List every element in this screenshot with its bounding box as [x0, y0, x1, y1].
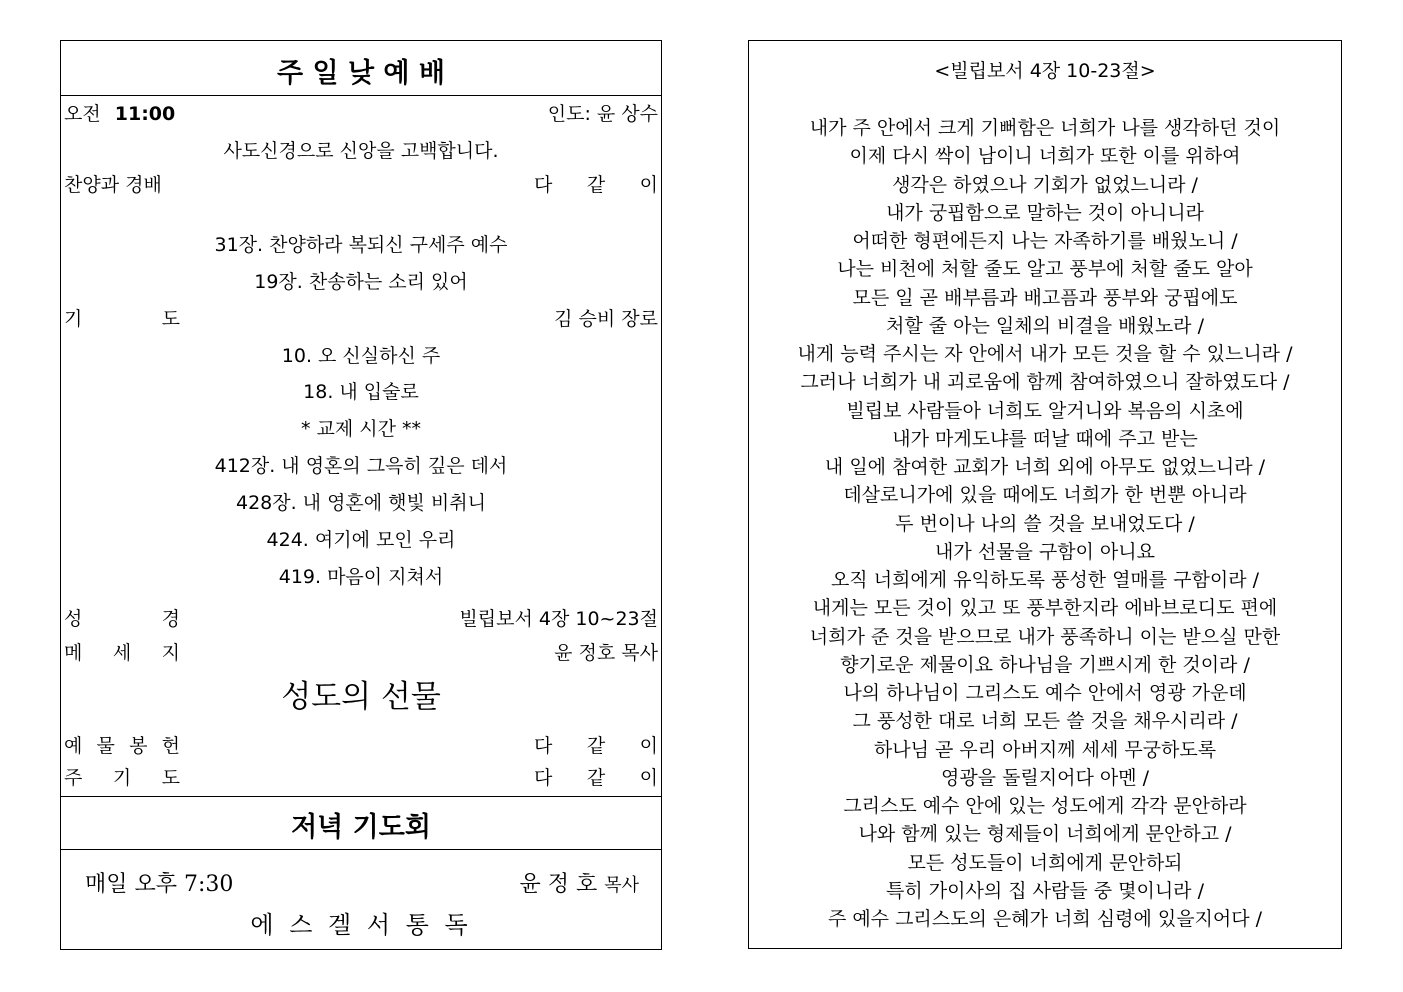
verse-line: 빌립보 사람들아 너희도 알거니와 복음의 시초에 [846, 399, 1244, 422]
verse-line: 그 풍성한 대로 너희 모든 쓸 것을 채우시리라 / [852, 710, 1238, 733]
lords-prayer-row [64, 765, 658, 791]
lords-prayer-label: 주 기 도 [64, 767, 180, 789]
message-by: 윤 정호 목사 [554, 642, 658, 664]
verse-line: 그리스도 예수 안에 있는 성도에게 각각 문안하라 [843, 795, 1247, 817]
offering-label: 예 물 봉 헌 [64, 735, 180, 757]
verse-line: 모든 일 곧 배부름과 배고픔과 풍부와 궁핍에도 [852, 286, 1238, 309]
scripture-label: 성 경 [64, 608, 180, 630]
time-value: 11:00 [114, 103, 176, 125]
verse-line: 내 일에 참여한 교회가 너희 외에 아무도 없었느니라 / [824, 456, 1266, 478]
verse-line: 나와 함께 있는 형제들이 너희에게 문안하고 / [858, 823, 1232, 846]
verse-line: 오직 너희에게 유익하도록 풍성한 열매를 구함이라 / [830, 569, 1260, 591]
verse-line: 나는 비천에 처할 줄도 알고 풍부에 처할 줄도 알아 [837, 258, 1253, 281]
leader: 인도: 윤 상수 [547, 103, 658, 125]
scripture-ref: 빌립보서 4장 10~23절 [459, 608, 658, 630]
verse-line: 영광을 돌릴지어다 아멘 / [940, 766, 1150, 789]
offering-row [64, 733, 658, 759]
hymn-item: 31장. 찬양하라 복되신 구세주 예수 [214, 234, 508, 256]
scripture-heading: <빌립보서 4장 10-23절> [934, 60, 1156, 82]
evening-reading: 에 스 겔 서 통 독 [250, 911, 472, 939]
prayer-row [64, 306, 658, 332]
verse-line: 모든 성도들이 너희에게 문안하되 [907, 851, 1183, 874]
verse-line: 주 예수 그리스도의 은혜가 너희 심령에 있을지어다 / [827, 908, 1263, 930]
hymn-item: 19장. 찬송하는 소리 있어 [254, 271, 468, 293]
hymn-item: 18. 내 입술로 [303, 381, 419, 403]
offering-by: 다 같 이 [534, 735, 658, 757]
verse-line: 이제 다시 싹이 남이니 너희가 또한 이를 위하여 [849, 145, 1241, 168]
prayer-label: 기 도 [64, 308, 180, 330]
evening-leader-line [519, 867, 639, 898]
lords-prayer-by: 다 같 이 [534, 767, 658, 789]
service-order-panel [60, 40, 662, 950]
verse-line: 처할 줄 아는 일체의 비결을 배웠노라 / [886, 314, 1204, 337]
time-label: 오전 [64, 103, 101, 125]
hymn-item: 424. 여기에 모인 우리 [266, 529, 456, 551]
verse-line: 생각은 하였으나 기회가 없었느니라 / [892, 173, 1198, 196]
message-row [64, 640, 658, 666]
verse-line: 그러나 너희가 내 괴로움에 함께 참여하였으니 잘하였도다 / [800, 371, 1290, 394]
verse-line: 데살로니가에 있을 때에도 너희가 한 번뿐 아니라 [843, 484, 1247, 507]
praise-label: 찬양과 경배 [64, 174, 162, 196]
message-label: 메 세 지 [64, 642, 180, 664]
prayer-by: 김 승비 장로 [554, 308, 658, 330]
verse-line: 내가 주 안에서 크게 기뻐함은 너희가 나를 생각하던 것이 [809, 117, 1281, 139]
verse-line: 어떠한 형편에든지 나는 자족하기를 배웠노니 / [852, 230, 1238, 252]
evening-leader: 윤 정 호 [519, 872, 598, 897]
divider [61, 796, 661, 797]
sermon-title: 성도의 선물 [281, 679, 441, 715]
verse-line: 너희가 준 것을 받으므로 내가 풍족하니 이는 받으실 만한 [809, 625, 1281, 648]
verse-line: 내게는 모든 것이 있고 또 풍부한지라 에바브로디도 편에 [812, 597, 1278, 620]
verse-line: 내게 능력 주시는 자 안에서 내가 모든 것을 할 수 있느니라 / [797, 343, 1293, 365]
verse-line: 내가 마게도냐를 떠날 때에 주고 받는 [892, 427, 1198, 450]
verse-line: 내가 궁핍함으로 말하는 것이 아니니라 [886, 201, 1204, 224]
creed-line: 사도신경으로 신앙을 고백합니다. [223, 140, 499, 162]
divider [61, 849, 661, 850]
praise-by: 다 같 이 [534, 174, 658, 196]
scripture-row [64, 606, 658, 632]
verse-line: 나의 하나님이 그리스도 예수 안에서 영광 가운데 [843, 682, 1247, 704]
verse-line: 내가 선물을 구함이 아니요 [934, 540, 1155, 563]
evening-title: 저녁 기도회 [291, 812, 431, 843]
verse-line: 두 번이나 나의 쓸 것을 보내었도다 / [895, 512, 1195, 535]
scripture-text-panel [748, 40, 1342, 949]
hymn-item: 10. 오 신실하신 주 [281, 345, 441, 367]
fellowship-time: * 교제 시간 ** [300, 418, 422, 440]
time-row [64, 101, 658, 127]
verse-line: 향기로운 제물이요 하나님을 기쁘시게 한 것이라 / [840, 653, 1250, 676]
praise-row [64, 172, 658, 198]
verse-line: 하나님 곧 우리 아버지께 세세 무궁하도록 [873, 738, 1217, 761]
divider [61, 95, 661, 96]
verse-line: 특히 가이사의 집 사람들 중 몇이니라 / [886, 879, 1204, 902]
evening-time: 매일 오후 7:30 [85, 872, 234, 897]
hymn-item: 412장. 내 영혼의 그윽히 깊은 데서 [214, 455, 508, 477]
hymn-item: 419. 마음이 지쳐서 [278, 566, 444, 588]
evening-leader-title: 목사 [604, 875, 639, 896]
hymn-item: 428장. 내 영혼에 햇빛 비취니 [235, 492, 486, 514]
service-title: 주 일 낮 예 배 [276, 58, 445, 89]
